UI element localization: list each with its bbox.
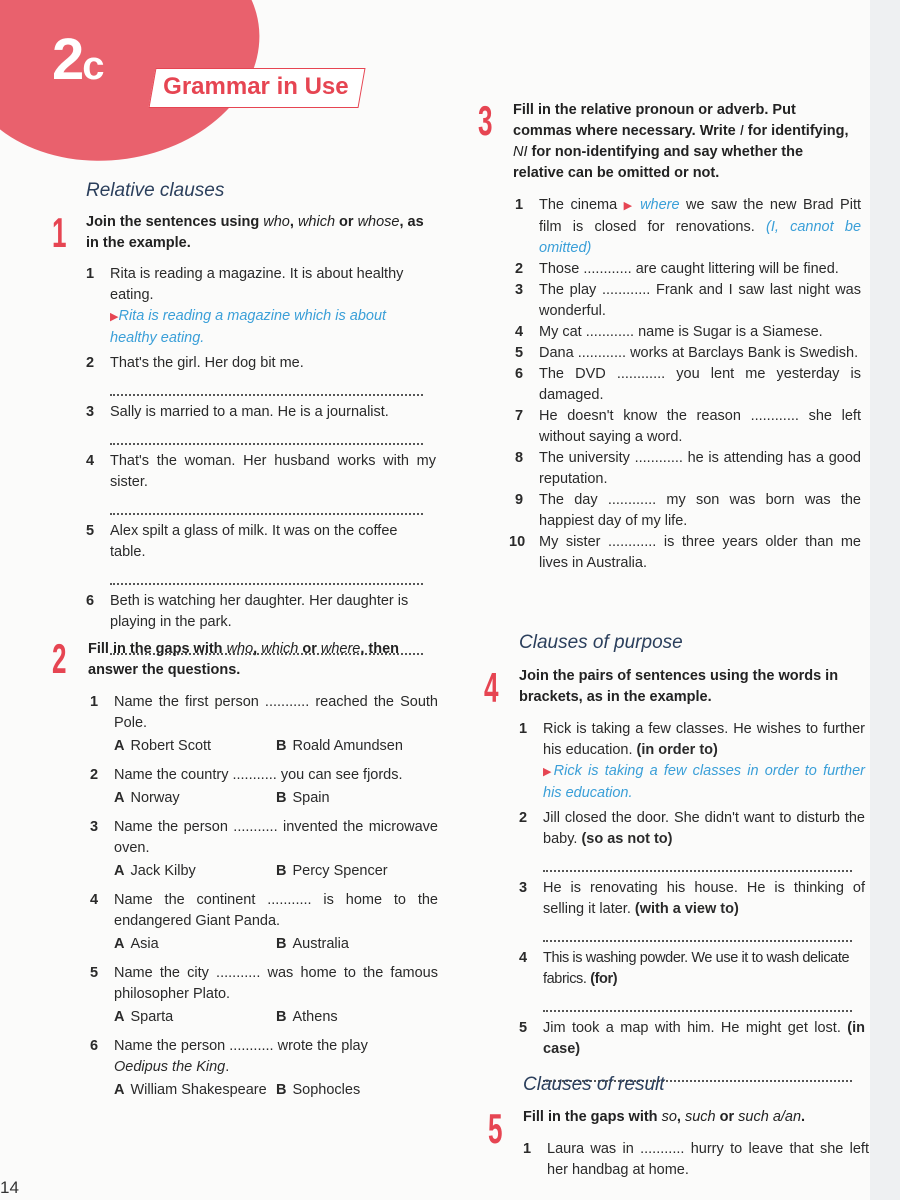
section-clauses-of-purpose: Clauses of purpose bbox=[519, 632, 683, 653]
exercise-3-item: 6 The DVD ............ you lent me yesterday is damaged. bbox=[515, 366, 861, 403]
answer-line[interactable] bbox=[110, 425, 423, 445]
exercise-3-item: 10 My sister ............ is three years older than me lives in Australia. bbox=[509, 534, 861, 571]
option-b[interactable]: B Sophocles bbox=[276, 1082, 361, 1098]
exercise-3-item: 2 Those ............ are caught littering will be fined. bbox=[515, 261, 839, 277]
exercise-4-item: 3 He is renovating his house. He is thinking of selling it later. (with a view to) bbox=[519, 878, 865, 942]
exercise-3-item: 9 The day ............ my son was born was the happiest day of my life. bbox=[515, 492, 861, 529]
exercise-1-instruction: Join the sentences using who, which or whose, as in the example. bbox=[86, 214, 424, 251]
exercise-5-item: 1 Laura was in ........... hurry to leave that she left her handbag at home. bbox=[523, 1141, 869, 1178]
unit-number: 2c bbox=[52, 27, 103, 92]
unit-title-tag bbox=[148, 68, 365, 108]
exercise-1-item: 5 Alex spilt a glass of milk. It was on the coffee table. bbox=[86, 521, 436, 585]
exercise-5-number: 5 bbox=[488, 1105, 503, 1152]
exercise-4-item: 1 Rick is taking a few classes. He wishes to further his education. (in order to) ▶ Rick is taking a few classes in order to further his education. bbox=[519, 719, 865, 804]
unit-title: Grammar in Use bbox=[163, 73, 349, 100]
answer-line[interactable] bbox=[110, 565, 423, 585]
exercise-3-number: 3 bbox=[478, 97, 493, 144]
exercise-4-number: 4 bbox=[484, 664, 499, 711]
answer-line[interactable] bbox=[110, 376, 423, 396]
exercise-5-items bbox=[523, 1139, 869, 1185]
page-number: 14 bbox=[0, 1178, 19, 1197]
option-a[interactable]: A Sparta bbox=[114, 1009, 174, 1025]
option-a[interactable]: A William Shakespeare bbox=[114, 1082, 267, 1098]
option-a[interactable]: A Asia bbox=[114, 936, 159, 952]
answer-line[interactable] bbox=[543, 852, 852, 872]
exercise-4-item: 2 Jill closed the door. She didn't want to disturb the baby. (so as not to) bbox=[519, 808, 865, 872]
page-edge bbox=[870, 0, 900, 1200]
exercise-3-items bbox=[509, 195, 862, 574]
exercise-2-item: 2 Name the country ........... you can see fjords. A Norway B Spain bbox=[90, 765, 438, 809]
option-b[interactable]: B Spain bbox=[276, 790, 330, 806]
exercise-2-item: 5 Name the city ........... was home to the famous philosopher Plato. A Sparta B Athens bbox=[90, 963, 438, 1028]
option-a[interactable]: A Jack Kilby bbox=[114, 863, 196, 879]
exercise-3-instruction: Fill in the relative pronoun or adverb. Put commas where necessary. Write I for identifying, NI for non-identifying and say whether the relative can be omitted or not. bbox=[513, 102, 849, 181]
exercise-1-item: 1 Rita is reading a magazine. It is about healthy eating. ▶ Rita is reading a magazine which is about healthy eating. bbox=[86, 264, 436, 349]
example-answer: ▶ Rita is reading a magazine which is about healthy eating. bbox=[110, 306, 436, 349]
exercise-3-item: 5 Dana ............ works at Barclays Bank is Swedish. bbox=[515, 345, 859, 361]
exercise-1-item: 4 That's the woman. Her husband works with my sister. bbox=[86, 451, 436, 515]
exercise-3-item: 8 The university ............ he is attending has a good reputation. bbox=[515, 450, 861, 487]
exercise-5-instruction: Fill in the gaps with so, such or such a/an. bbox=[523, 1109, 806, 1125]
exercise-2-item: 3 Name the person ........... invented the microwave oven. A Jack Kilby B Percy Spencer bbox=[90, 817, 438, 882]
exercise-3-item: 4 My cat ............ name is Sugar is a Siamese. bbox=[515, 324, 823, 340]
section-relative-clauses: Relative clauses bbox=[86, 180, 225, 201]
exercise-4-item: 5 Jim took a map with him. He might get lost. (in case) bbox=[519, 1018, 865, 1082]
answer-line[interactable] bbox=[110, 495, 423, 515]
option-b[interactable]: B Roald Amundsen bbox=[276, 738, 403, 754]
option-a[interactable]: A Robert Scott bbox=[114, 738, 212, 754]
exercise-1-item: 3 Sally is married to a man. He is a journalist. bbox=[86, 402, 436, 445]
exercise-2-number: 2 bbox=[52, 635, 67, 682]
example-answer: ▶ Rick is taking a few classes in order to further his education. bbox=[543, 761, 865, 804]
exercise-3-item: 7 He doesn't know the reason ............ she left without saying a word. bbox=[515, 408, 861, 445]
exercise-2-item: 1 Name the first person ........... reached the South Pole. A Robert Scott B Roald Amundsen bbox=[90, 692, 438, 757]
exercise-4-item: 4 This is washing powder. We use it to wash delicate fabrics. (for) bbox=[519, 948, 865, 1012]
exercise-4-items bbox=[519, 719, 865, 1088]
option-b[interactable]: B Australia bbox=[276, 936, 349, 952]
exercise-4-instruction: Join the pairs of sentences using the words in brackets, as in the example. bbox=[519, 668, 839, 705]
exercise-1-item: 6 Beth is watching her daughter. Her daughter is playing in the park. bbox=[86, 591, 436, 655]
answer-line[interactable] bbox=[543, 992, 852, 1012]
exercise-2-instruction: Fill in the gaps with who, which or where, then answer the questions. bbox=[88, 641, 400, 678]
exercise-1-item: 2 That's the girl. Her dog bit me. bbox=[86, 353, 436, 396]
exercise-3-item: 3 The play ............ Frank and I saw last night was wonderful. bbox=[515, 282, 861, 319]
exercise-2-items bbox=[90, 692, 438, 1109]
exercise-1-items bbox=[86, 264, 436, 661]
exercise-1-number: 1 bbox=[52, 209, 67, 256]
exercise-3-item: 1 The cinema ▶ where we saw the new Brad Pitt film is closed for renovations. (I, cannot be omitted) bbox=[515, 197, 862, 256]
option-b[interactable]: B Percy Spencer bbox=[276, 863, 388, 879]
example-answer: where bbox=[640, 197, 680, 213]
exercise-2-item: 6 Name the person ........... wrote the play Oedipus the King. A William Shakespeare B Sophocles bbox=[90, 1036, 438, 1101]
answer-line[interactable] bbox=[543, 922, 852, 942]
option-a[interactable]: A Norway bbox=[114, 790, 180, 806]
section-clauses-of-result: Clauses of result bbox=[523, 1074, 665, 1095]
exercise-2-item: 4 Name the continent ........... is home to the endangered Giant Panda. A Asia B Australia bbox=[90, 890, 438, 955]
option-b[interactable]: B Athens bbox=[276, 1009, 338, 1025]
